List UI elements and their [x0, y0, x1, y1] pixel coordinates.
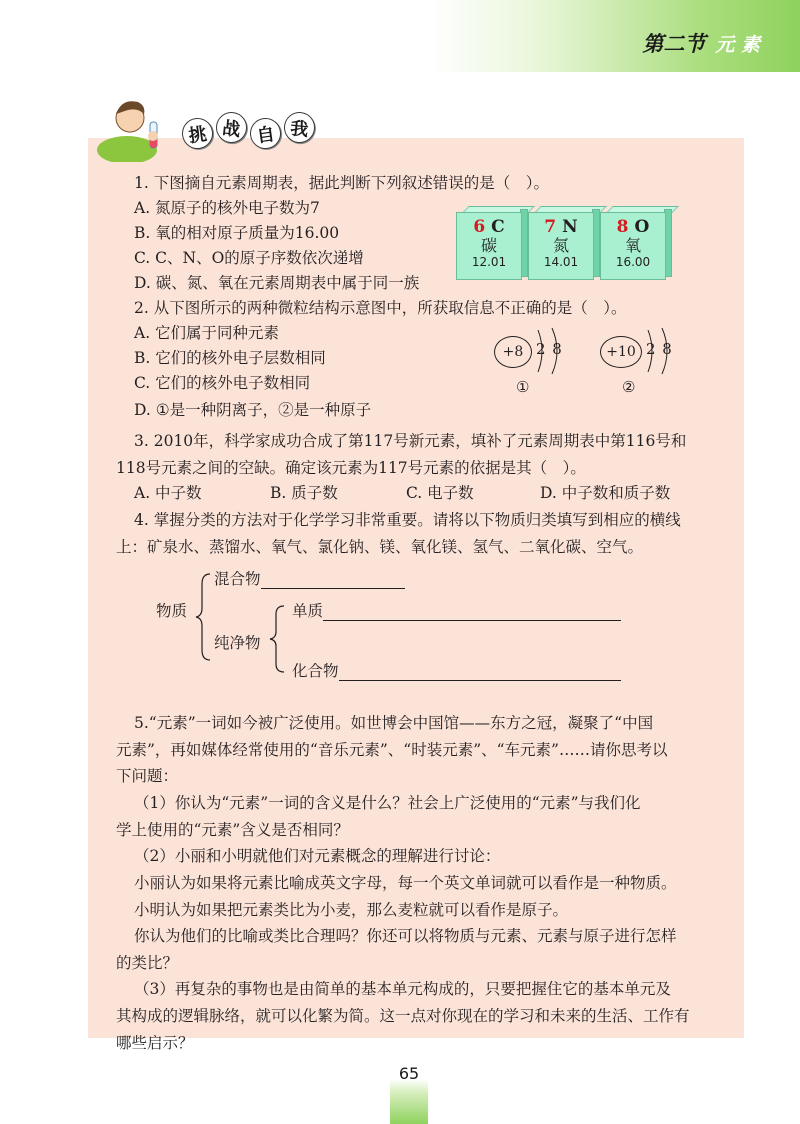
- challenge-banner: [182, 114, 315, 145]
- section-title: 元 素: [715, 34, 760, 56]
- q3-option-b: B. 质子数: [270, 484, 338, 502]
- q5-part3-line3: 哪些启示？: [116, 1034, 194, 1052]
- answer-blank[interactable]: [339, 664, 621, 681]
- q5-stem-line3: 下问题：: [116, 767, 179, 785]
- electron-shells: 2 8: [536, 340, 563, 358]
- q5-part3-line1: （3）再复杂的事物也是由简单的基本单元构成的，只要把握住它的基本单元及: [134, 980, 671, 998]
- particle-diagram-2: [600, 326, 690, 398]
- element-tile-nitrogen: [528, 206, 598, 280]
- category-simple-label: 单质: [292, 602, 324, 620]
- element-name: 氧: [624, 236, 641, 255]
- answer-blank[interactable]: [323, 604, 621, 621]
- q5-part1-line2: 学上使用的“元素”含义是否相同？: [116, 821, 349, 839]
- electron-shells: 2 8: [646, 340, 673, 358]
- nucleus-charge: +8: [494, 336, 532, 368]
- brace-icon: [194, 572, 212, 662]
- chapter-heading: [642, 28, 760, 58]
- element-symbol: N: [562, 217, 578, 237]
- category-simple: [292, 601, 621, 621]
- q2-option-a: A. 它们属于同种元素: [134, 324, 280, 342]
- element-symbol: C: [491, 217, 505, 237]
- page-number: 65: [398, 1064, 420, 1083]
- q1-option-d: D. 碳、氮、氧在元素周期表中属于同一族: [134, 274, 420, 292]
- q1-option-c: C. C、N、O的原子序数依次递增: [134, 249, 364, 267]
- q2-stem: 2. 从下图所示的两种微粒结构示意图中，所获取信息不正确的是（ ）。: [134, 299, 627, 317]
- q2-option-c: C. 它们的核外电子数相同: [134, 374, 311, 392]
- category-mixture: [214, 569, 405, 589]
- classification-root: 物质: [156, 602, 188, 620]
- element-tile-oxygen: [600, 206, 670, 280]
- q5-part2: （2）小丽和小明就他们对元素概念的理解进行讨论：: [134, 847, 501, 865]
- q5-part2-question-line2: 的类比？: [116, 954, 179, 972]
- banner-char: 自: [248, 116, 283, 151]
- element-name: 氮: [552, 236, 569, 255]
- element-name: 碳: [480, 236, 497, 255]
- particle-label: ②: [622, 378, 636, 396]
- particle-label: ①: [516, 378, 530, 396]
- q5-stem-line1: 5.“元素”一词如今被广泛使用。如世博会中国馆——东方之冠，凝聚了“中国: [134, 714, 654, 732]
- category-compound: [292, 661, 621, 681]
- q5-stem-line2: 元素”，再如媒体经常使用的“音乐元素”、“时装元素”、“车元素”……请你思考以: [116, 741, 668, 759]
- atomic-number: 6: [473, 217, 486, 237]
- q2-option-b: B. 它们的核外电子层数相同: [134, 349, 326, 367]
- answer-blank[interactable]: [261, 572, 405, 589]
- atomic-mass: 12.01: [471, 255, 507, 269]
- banner-char: 挑: [180, 116, 215, 151]
- q3-stem-line2: 118号元素之间的空缺。确定该元素为117号元素的依据是其（ ）。: [116, 459, 586, 477]
- element-tile-carbon: [456, 206, 526, 280]
- q4-stem-line2: 上：矿泉水、蒸馏水、氧气、氯化钠、镁、氧化镁、氢气、二氧化碳、空气。: [116, 538, 644, 556]
- nucleus-charge: +10: [600, 336, 642, 368]
- category-mixture-label: 混合物: [214, 570, 261, 588]
- brace-icon: [268, 604, 286, 674]
- category-compound-label: 化合物: [292, 662, 339, 680]
- q5-part2-xiaoli: 小丽认为如果将元素比喻成英文字母，每一个英文单词就可以看作是一种物质。: [134, 874, 677, 892]
- atomic-number: 8: [616, 217, 629, 237]
- atomic-mass: 16.00: [615, 255, 651, 269]
- q1-option-b: B. 氧的相对原子质量为16.00: [134, 224, 340, 242]
- q3-stem-line1: 3. 2010年，科学家成功合成了第117号新元素，填补了元素周期表中第116号和: [134, 432, 687, 450]
- banner-char: 我: [282, 110, 316, 144]
- q5-part2-question-line1: 你认为他们的比喻或类比合理吗？你还可以将物质与元素、元素与原子进行怎样: [134, 927, 677, 945]
- banner-char: 战: [214, 110, 248, 144]
- q1-option-a: A. 氮原子的核外电子数为7: [134, 199, 320, 217]
- q4-stem-line1: 4. 掌握分类的方法对于化学学习非常重要。请将以下物质归类填写到相应的横线: [134, 511, 681, 529]
- q5-part3-line2: 其构成的逻辑脉络，就可以化繁为简。这一点对你现在的学习和未来的生活、工作有: [116, 1007, 690, 1025]
- category-pure: 纯净物: [214, 634, 261, 652]
- q5-part1-line1: （1）你认为“元素”一词的含义是什么？社会上广泛使用的“元素”与我们化: [134, 794, 641, 812]
- q3-option-a: A. 中子数: [134, 484, 202, 502]
- q3-option-d: D. 中子数和质子数: [540, 484, 671, 502]
- atomic-number: 7: [544, 217, 557, 237]
- atomic-mass: 14.01: [543, 255, 579, 269]
- q3-option-c: C. 电子数: [406, 484, 474, 502]
- element-symbol: O: [634, 217, 650, 237]
- section-label: 第二节: [642, 32, 706, 56]
- q5-part2-xiaoming: 小明认为如果把元素类比为小麦，那么麦粒就可以看作是原子。: [134, 901, 569, 919]
- student-illustration-icon: [92, 92, 182, 162]
- q1-stem: 1. 下图摘自元素周期表，据此判断下列叙述错误的是（ ）。: [134, 174, 549, 192]
- q2-option-d: D. ①是一种阴离子，②是一种原子: [134, 401, 372, 419]
- particle-diagram-1: [494, 326, 584, 398]
